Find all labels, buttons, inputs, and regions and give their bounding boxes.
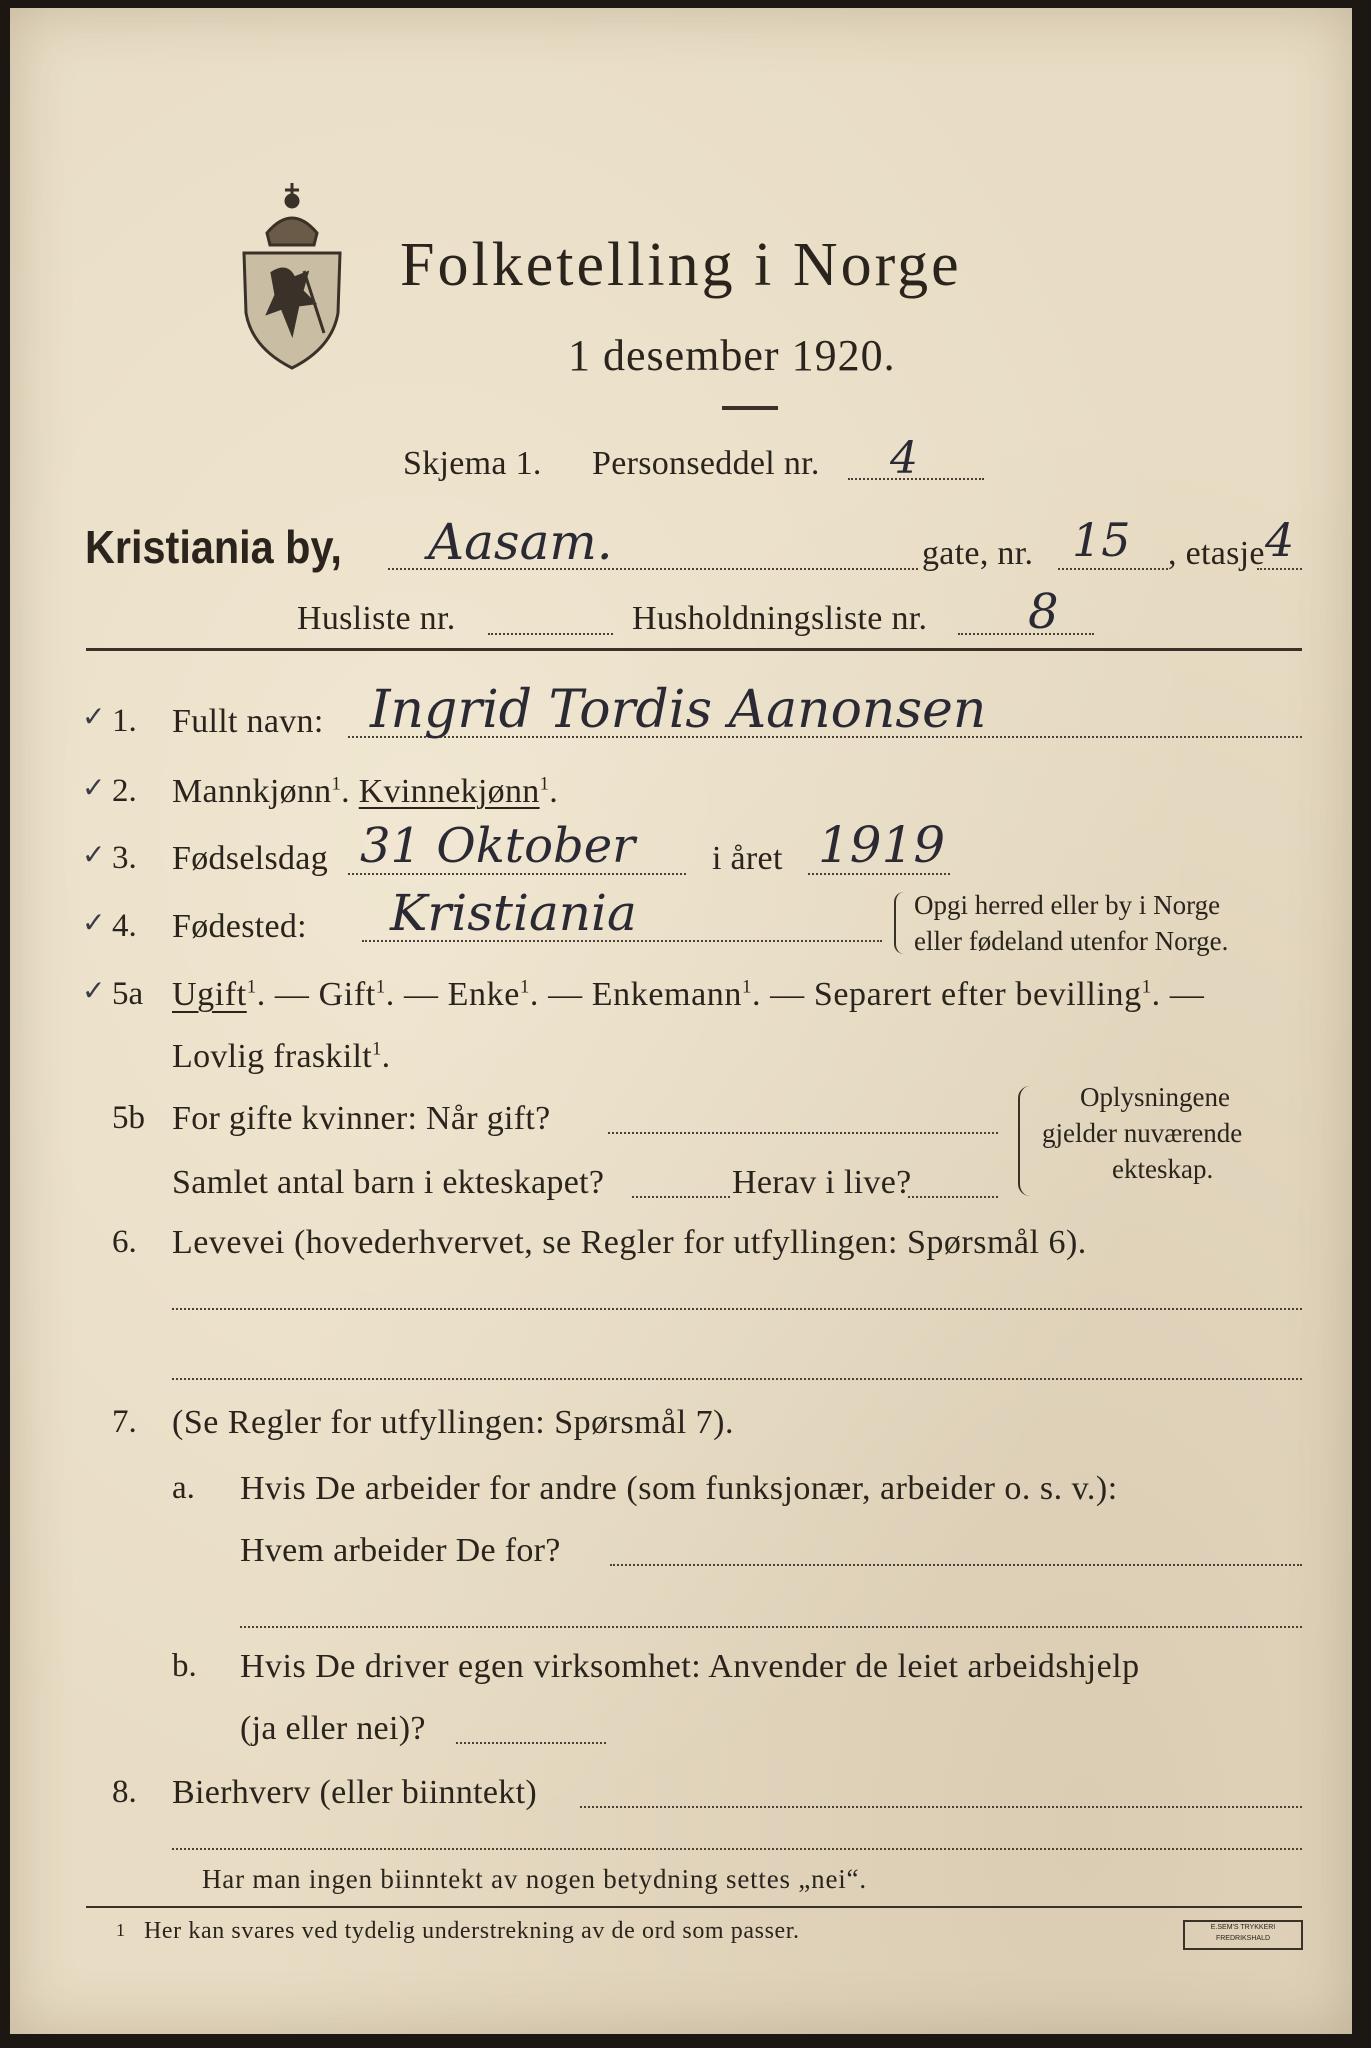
- q1-label: Fullt navn:: [172, 703, 324, 740]
- husholdningsliste-line: [958, 633, 1094, 635]
- q2-footnote-mark-b: 1: [539, 773, 550, 795]
- q7a-letter: a.: [172, 1470, 195, 1506]
- husholdningsliste-value[interactable]: 8: [1028, 584, 1059, 640]
- birth-year-value[interactable]: 1919: [818, 816, 946, 874]
- q7a-label: Hvis De arbeider for andre (som funksjonær, arbeider o. s. v.):: [240, 1470, 1118, 1507]
- q4-note-line-1: Opgi herred eller by i Norge: [914, 890, 1221, 920]
- schema-label: Skjema 1.: [403, 445, 542, 482]
- q5a-enke[interactable]: Enke: [447, 976, 520, 1013]
- house-nr-value[interactable]: 15: [1072, 513, 1131, 567]
- etasje-line: [1257, 568, 1302, 570]
- q7a-employer-line-2[interactable]: [240, 1626, 1302, 1628]
- printer-stamp: E.SEM'S TRYKKERI FREDRIKSHALD: [1183, 1920, 1303, 1950]
- q8-number: 8.: [112, 1774, 137, 1810]
- q3-number: 3.: [112, 840, 137, 876]
- q8-line-1[interactable]: [580, 1806, 1302, 1808]
- q5a-fraskilt[interactable]: Lovlig fraskilt: [172, 1038, 372, 1075]
- personseddel-label: Personseddel nr.: [592, 445, 820, 482]
- q2-mannkjonn[interactable]: Mannkjønn: [172, 773, 332, 810]
- q5a-mark-fraskilt: 1: [371, 1038, 382, 1060]
- q7b-letter: b.: [172, 1648, 197, 1684]
- q5a-separert[interactable]: Separert efter bevilling: [813, 976, 1142, 1013]
- q5b-alive-label: Herav i live?: [732, 1164, 912, 1201]
- q2-footnote-mark-a: 1: [331, 773, 342, 795]
- husliste-line: [488, 633, 613, 635]
- form-title: Folketelling i Norge: [400, 231, 962, 299]
- footnote-text: Her kan svares ved tydelig understrekning av de ord som passer.: [144, 1918, 800, 1944]
- q5b-children-label: Samlet antal barn i ekteskapet?: [172, 1164, 605, 1201]
- q8-line-2[interactable]: [172, 1848, 1302, 1850]
- census-date: 1 desember 1920.: [568, 331, 896, 380]
- birth-day-value[interactable]: 31 Oktober: [360, 818, 636, 874]
- q5b-note-line-3: ekteskap.: [1112, 1154, 1214, 1184]
- husholdningsliste-label: Husholdningsliste nr.: [632, 600, 928, 637]
- q8-note: Har man ingen biinntekt av nogen betydning settes „nei“.: [202, 1864, 867, 1894]
- q7a-employer-line-1[interactable]: [610, 1564, 1302, 1566]
- q5a-enkemann[interactable]: Enkemann: [591, 976, 742, 1013]
- etasje-label: , etasje: [1168, 535, 1265, 572]
- husliste-label: Husliste nr.: [297, 600, 456, 637]
- q5a-mark-ugift: 1: [246, 976, 257, 998]
- q5a-ugift-selected[interactable]: Ugift: [172, 976, 247, 1013]
- footnote-separator: [86, 1906, 1302, 1908]
- q7-number: 7.: [112, 1404, 137, 1440]
- footnote-marker: 1: [116, 1920, 125, 1940]
- q2-kvinnekjonn-selected[interactable]: Kvinnekjønn: [358, 773, 540, 810]
- q5a-gift[interactable]: Gift: [318, 976, 376, 1013]
- full-name-value[interactable]: Ingrid Tordis Aanonsen: [370, 680, 987, 740]
- title-divider: [722, 406, 778, 410]
- q4-note-brace: [894, 892, 904, 954]
- personseddel-value[interactable]: 4: [890, 433, 918, 484]
- q3-label: Fødselsdag: [172, 840, 328, 877]
- q5a-options: Ugift$^1$. — Gift$^1$. — Enke$^1$. — Enkemann$^1$. — Separert efter bevilling$^1$. —: [172, 976, 1205, 1013]
- q5b-alive-line[interactable]: [908, 1196, 998, 1198]
- q4-note-line-2: eller fødeland utenfor Norge.: [914, 926, 1229, 956]
- q6-number: 6.: [112, 1224, 137, 1260]
- house-nr-line: [1058, 568, 1168, 570]
- etasje-value[interactable]: 4: [1265, 513, 1295, 567]
- q2-options: Mannkjønn$^1$. Kvinnekjønn$^1$.: [172, 773, 559, 810]
- q5b-number: 5b: [112, 1100, 145, 1136]
- q7a-employer-label: Hvem arbeider De for?: [240, 1532, 561, 1569]
- gate-label: gate, nr.: [922, 535, 1034, 572]
- q5a-mark-separert: 1: [1141, 976, 1152, 998]
- q2-number: 2.: [112, 773, 137, 809]
- q5b-married-line[interactable]: [608, 1132, 998, 1134]
- q7-label: (Se Regler for utfyllingen: Spørsmål 7).: [172, 1404, 735, 1441]
- q5a-mark-enke: 1: [519, 976, 530, 998]
- q4-label: Fødested:: [172, 908, 307, 945]
- q7b-answer-line[interactable]: [456, 1742, 606, 1744]
- check-mark-5a: ✓: [82, 974, 106, 1007]
- q8-label: Bierhverv (eller biinntekt): [172, 1774, 537, 1811]
- q5b-note-brace: [1018, 1086, 1030, 1196]
- q5a-line-2: Lovlig fraskilt$^1$.: [172, 1038, 391, 1075]
- q5a-mark-enkemann: 1: [742, 976, 752, 998]
- q1-number: 1.: [112, 703, 137, 739]
- check-mark-1: ✓: [82, 700, 106, 733]
- q6-line-1[interactable]: [172, 1308, 1302, 1310]
- q5b-note-line-2: gjelder nuværende: [1042, 1118, 1243, 1148]
- check-mark-4: ✓: [82, 906, 106, 939]
- coat-of-arms-icon: [232, 173, 352, 373]
- q5b-label: For gifte kvinner: Når gift?: [172, 1100, 551, 1137]
- q7b-label-2: (ja eller nei)?: [240, 1710, 426, 1747]
- check-mark-2: ✓: [82, 771, 106, 804]
- q5a-mark-gift: 1: [375, 976, 386, 998]
- birthplace-value[interactable]: Kristiania: [390, 884, 637, 942]
- q5b-children-line[interactable]: [632, 1196, 730, 1198]
- q3-year-label: i året: [712, 840, 783, 877]
- city-label: Kristiania by,: [85, 521, 342, 573]
- q5b-note-line-1: Oplysningene: [1080, 1082, 1230, 1112]
- census-form-sheet: [10, 8, 1352, 2034]
- q6-label: Levevei (hovederhvervet, se Regler for utfyllingen: Spørsmål 6).: [172, 1224, 1087, 1261]
- check-mark-3: ✓: [82, 838, 106, 871]
- header-separator: [86, 648, 1302, 651]
- street-value[interactable]: Aasam.: [428, 513, 613, 571]
- q5a-number: 5a: [112, 976, 144, 1012]
- q6-line-2[interactable]: [172, 1378, 1302, 1380]
- q4-number: 4.: [112, 908, 137, 944]
- q7b-label: Hvis De driver egen virksomhet: Anvender de leiet arbeidshjelp: [240, 1648, 1140, 1685]
